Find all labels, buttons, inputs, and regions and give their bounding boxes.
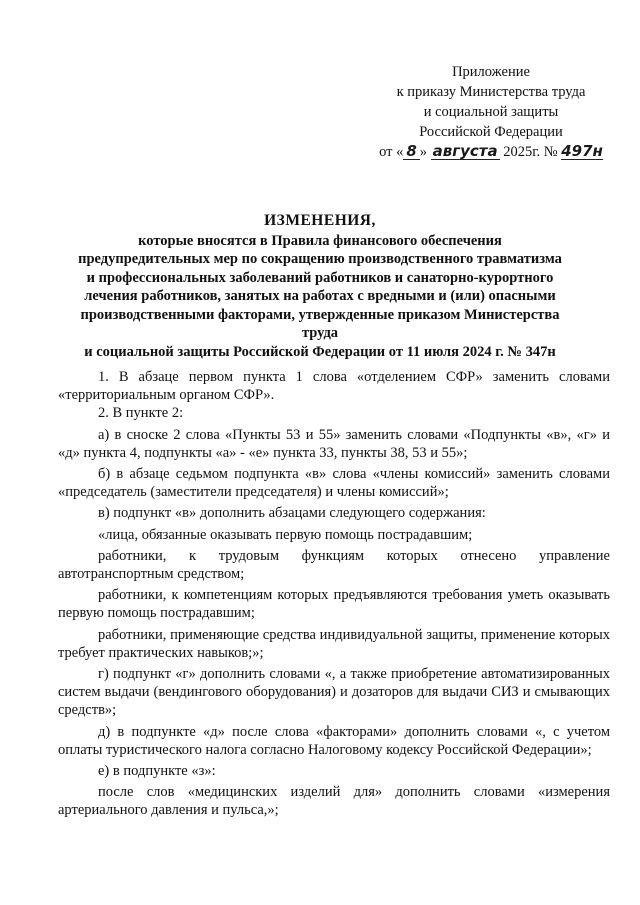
handwritten-order-number: 497н (561, 142, 603, 160)
paragraph: после слов «медицинских изделий для» дополнить словами «измерения артериального давления и пульса,»; (58, 784, 610, 819)
appendix-title: Приложение (452, 64, 530, 80)
paragraph: 1. В абзаце первом пункта 1 слова «отделением СФР» заменить словами «территориальным органом СФР». (58, 369, 610, 404)
appendix-order-ref: к приказу Министерства труда (396, 84, 586, 100)
paragraph: а) в сноске 2 слова «Пункты 53 и 55» заменить словами «Подпункты «в», «г» и «д» пункта 4, подпункты «а» - «е» пункта 33, пункты 38, 53 и 55»; (58, 426, 610, 461)
document-body (58, 368, 610, 823)
appendix-ministry: и социальной защиты (423, 104, 559, 120)
paragraph: работники, к трудовым функциям которых отнесено управление автотранспортным средством; (58, 547, 610, 583)
paragraph: г) подпункт «г» дополнить словами «, а также приобретение автоматизированных систем выдачи (вендингового оборудования) и дозаторов для выдачи СИЗ и смывающих средств»; (58, 666, 610, 719)
paragraph: 2. В пункте 2: (98, 405, 184, 422)
document-title (70, 212, 570, 361)
date-prefix: от « (379, 144, 404, 160)
title-main: ИЗМЕНЕНИЯ, (264, 212, 376, 229)
handwritten-day: 8 (403, 143, 419, 160)
paragraph: в) подпункт «в» дополнить абзацами следующего содержания: (98, 505, 486, 522)
title-line: лечения работников, занятых на работах с вредными и (или) опасными (84, 288, 556, 304)
title-line: и профессиональных заболеваний работников и санаторно-курортного (86, 269, 554, 286)
paragraph: б) в абзаце седьмом подпункта «в» слова «члены комиссий» заменить словами «председатель (заместители председателя) и члены комиссий»; (58, 466, 610, 501)
title-line: предупредительных мер по сокращению производственного травматизма (78, 251, 562, 267)
date-mid: » (419, 144, 428, 160)
paragraph: «лица, обязанные оказывать первую помощь пострадавшим; (98, 526, 473, 543)
title-line: и социальной защиты Российской Федерации от 11 июля 2024 г. № 347н (84, 343, 556, 360)
title-line: которые вносятся в Правила финансового обеспечения (138, 232, 502, 249)
paragraph: д) в подпункте «д» после слова «факторами» дополнить словами «, с учетом оплаты туристического налога согласно Налоговому кодексу Российской Федерации»; (58, 723, 610, 758)
appendix-country: Российской Федерации (419, 124, 563, 140)
appendix-date-line (360, 142, 622, 162)
title-line: производственными факторами, утвержденные приказом Министерства труда (80, 306, 560, 341)
handwritten-month: августа (432, 142, 498, 160)
date-year: 2025г. № (503, 144, 558, 160)
paragraph: работники, к компетенциям которых предъявляются требования уметь оказывать первую помощь пострадавшим; (58, 587, 610, 622)
paragraph: е) в подпункте «з»: (98, 763, 216, 780)
paragraph: работники, применяющие средства индивидуальной защиты, применение которых требует практических навыков;»; (58, 626, 610, 661)
appendix-header (360, 62, 622, 162)
